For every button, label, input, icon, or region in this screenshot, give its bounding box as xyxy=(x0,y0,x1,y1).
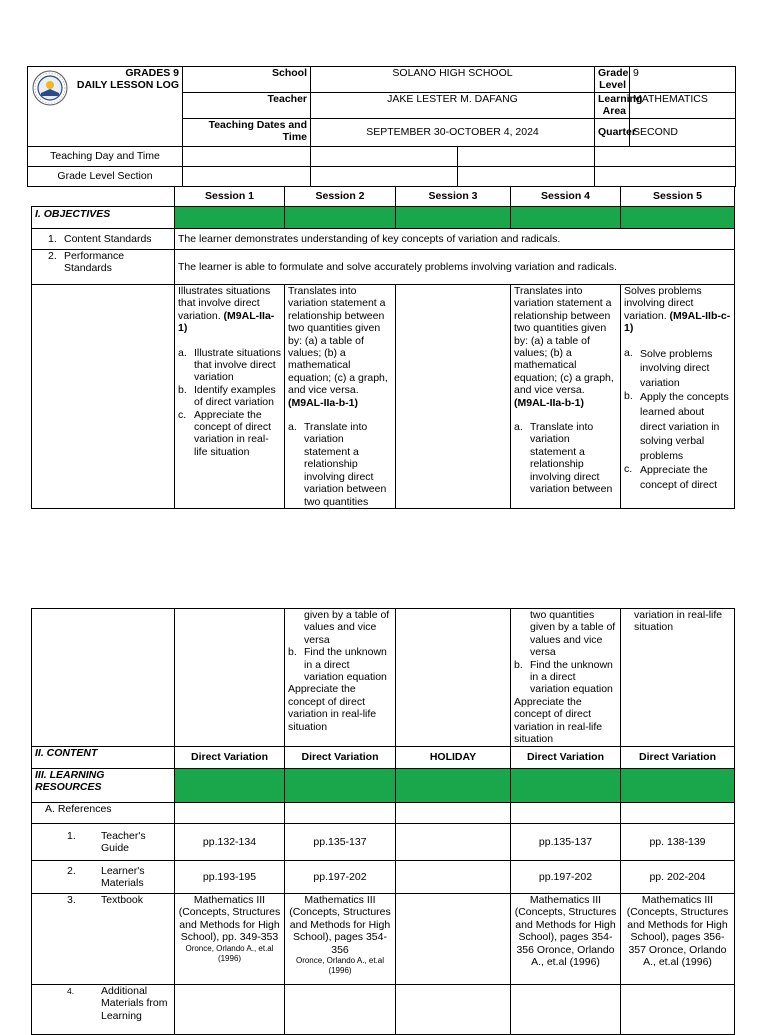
resources-green-4 xyxy=(511,769,621,803)
content-title: II. CONTENT xyxy=(32,747,175,769)
lm-session-3 xyxy=(396,861,511,894)
school-value: SOLANO HIGH SCHOOL xyxy=(311,67,595,93)
grade-level-value: 9 xyxy=(630,67,736,93)
session-5-objectives: Solves problems involving direct variation. (M9AL-IIb-c-1) a. Solve problems involving direct variation b. Apply the concepts learned about direct variation in solving verbal problems c. Appreciate the concept of direct xyxy=(621,285,735,509)
additional-session-2 xyxy=(285,985,396,1035)
quarter-label: Quarter xyxy=(595,118,630,146)
section-cell-4 xyxy=(595,166,736,186)
day-time-cell-4 xyxy=(595,146,736,166)
session-4-objectives: Translates into variation statement a relationship between two quantities given by: (a) a table of values; (b) a mathematical equation; (c) a graph, and vice versa. (M9AL-IIa-b-1) a. Translate into variation statement a relationship involving direct variation between xyxy=(511,285,621,509)
session-1-objectives: Illustrates situations that involve direct variation. (M9AL-IIa-1) a. Illustrate situations that involve direct variation b. Identify examples of direct variation c. Appreciate the concept of direct variation in real-life situation xyxy=(175,285,285,509)
additional-session-1 xyxy=(175,985,285,1035)
content-session-5: Direct Variation xyxy=(621,747,735,769)
textbook-session-5: Mathematics III (Concepts, Structures and Methods for High School), pages 356-357 Oronce, Orlando A., et.al (1996) xyxy=(621,894,735,985)
references-cell-4 xyxy=(511,803,621,824)
resources-green-5 xyxy=(621,769,735,803)
session-1-header: Session 1 xyxy=(175,187,285,207)
objectives-table xyxy=(31,186,735,509)
textbook-session-3 xyxy=(396,894,511,985)
header-title-cell xyxy=(28,67,183,147)
day-time-cell-2 xyxy=(311,146,458,166)
tg-session-3 xyxy=(396,824,511,861)
dates-label: Teaching Dates and Time xyxy=(183,118,311,146)
lm-session-5: pp. 202-204 xyxy=(621,861,735,894)
teacher-value: JAKE LESTER M. DAFANG xyxy=(311,92,595,118)
content-session-2: Direct Variation xyxy=(285,747,396,769)
section-cell-3 xyxy=(458,166,595,186)
references-cell-2 xyxy=(285,803,396,824)
school-label: School xyxy=(183,67,311,93)
section-cell-1 xyxy=(183,166,311,186)
textbook-session-1: Mathematics III (Concepts, Structures and Methods for High School), pp. 349-353 Oronce, Orlando A., et.al (1996) xyxy=(175,894,285,985)
textbook-label: 3. Textbook xyxy=(32,894,175,985)
performance-standards-label: 2. Performance Standards xyxy=(32,250,175,285)
day-time-cell-1 xyxy=(183,146,311,166)
content-standards-text: The learner demonstrates understanding of key concepts of variation and radicals. xyxy=(175,229,735,250)
content-session-3: HOLIDAY xyxy=(396,747,511,769)
additional-session-5 xyxy=(621,985,735,1035)
grade-level-label: Grade Level xyxy=(595,67,630,93)
resources-green-2 xyxy=(285,769,396,803)
session-4-continued: two quantities given by a table of values and vice versa b. Find the unknown in a direct variation equation Appreciate the concept of direct variation in real-life situation xyxy=(511,609,621,747)
learners-materials-label: 2. Learner's Materials xyxy=(32,861,175,894)
header-table xyxy=(27,66,736,187)
tg-session-4: pp.135-137 xyxy=(511,824,621,861)
tg-session-2: pp.135-137 xyxy=(285,824,396,861)
references-cell-3 xyxy=(396,803,511,824)
green-bar-1 xyxy=(175,207,285,229)
session-3-header: Session 3 xyxy=(396,187,511,207)
textbook-session-4: Mathematics III (Concepts, Structures and Methods for High School), pages 354-356 Oronce, Orlando A., et.al (1996) xyxy=(511,894,621,985)
content-session-1: Direct Variation xyxy=(175,747,285,769)
section-cell-2 xyxy=(311,166,458,186)
grades-label: GRADES 9 xyxy=(125,67,179,79)
learning-resources-title: III. LEARNING RESOURCES xyxy=(32,769,175,803)
teacher-label: Teacher xyxy=(183,92,311,118)
additional-materials-label: 4. Additional Materials from Learning xyxy=(32,985,175,1035)
tg-session-1: pp.132-134 xyxy=(175,824,285,861)
continued-label-cell xyxy=(32,609,175,747)
deped-seal-icon xyxy=(32,70,68,106)
lm-session-1: pp.193-195 xyxy=(175,861,285,894)
learning-area-label: Learning Area xyxy=(595,92,630,118)
green-bar-4 xyxy=(511,207,621,229)
textbook-session-2: Mathematics III (Concepts, Structures and Methods for High School), pages 354-356 Oronce, Orlando A., et.al (1996) xyxy=(285,894,396,985)
day-time-cell-3 xyxy=(458,146,595,166)
competencies-label-cell xyxy=(32,285,175,509)
session-3-objectives xyxy=(396,285,511,509)
tg-session-5: pp. 138-139 xyxy=(621,824,735,861)
teachers-guide-label: 1. Teacher's Guide xyxy=(32,824,175,861)
resources-green-3 xyxy=(396,769,511,803)
content-standards-label: 1. Content Standards xyxy=(32,229,175,250)
day-time-label: Teaching Day and Time xyxy=(28,146,183,166)
performance-standards-text: The learner is able to formulate and solve accurately problems involving variation and radicals. xyxy=(175,250,735,285)
additional-session-3 xyxy=(396,985,511,1035)
session-2-continued: given by a table of values and vice versa b. Find the unknown in a direct variation equation Appreciate the concept of direct variation in real-life situation xyxy=(285,609,396,747)
corner-cell xyxy=(32,187,175,207)
session-3-continued xyxy=(396,609,511,747)
session-2-header: Session 2 xyxy=(285,187,396,207)
objectives-title: I. OBJECTIVES xyxy=(32,207,175,229)
additional-session-4 xyxy=(511,985,621,1035)
quarter-value: SECOND xyxy=(630,118,736,146)
resources-green-1 xyxy=(175,769,285,803)
content-table xyxy=(31,608,735,1035)
green-bar-5 xyxy=(621,207,735,229)
content-session-4: Direct Variation xyxy=(511,747,621,769)
green-bar-2 xyxy=(285,207,396,229)
lm-session-4: pp.197-202 xyxy=(511,861,621,894)
session-4-header: Session 4 xyxy=(511,187,621,207)
green-bar-3 xyxy=(396,207,511,229)
dates-value: SEPTEMBER 30-OCTOBER 4, 2024 xyxy=(311,118,595,146)
section-label: Grade Level Section xyxy=(28,166,183,186)
log-title: DAILY LESSON LOG xyxy=(76,79,179,91)
learning-area-value: MATHEMATICS xyxy=(630,92,736,118)
references-cell-5 xyxy=(621,803,735,824)
session-2-objectives: Translates into variation statement a relationship between two quantities given by: (a) a table of values; (b) a mathematical equation; (c) a graph, and vice versa. (M9AL-IIa-b-1) a. Translate into variation statement a relationship involving direct variation between two quantities xyxy=(285,285,396,509)
lm-session-2: pp.197-202 xyxy=(285,861,396,894)
session-5-header: Session 5 xyxy=(621,187,735,207)
session-5-continued: variation in real-life situation xyxy=(621,609,735,747)
references-label: A. References xyxy=(32,803,175,824)
session-1-continued xyxy=(175,609,285,747)
references-cell-1 xyxy=(175,803,285,824)
